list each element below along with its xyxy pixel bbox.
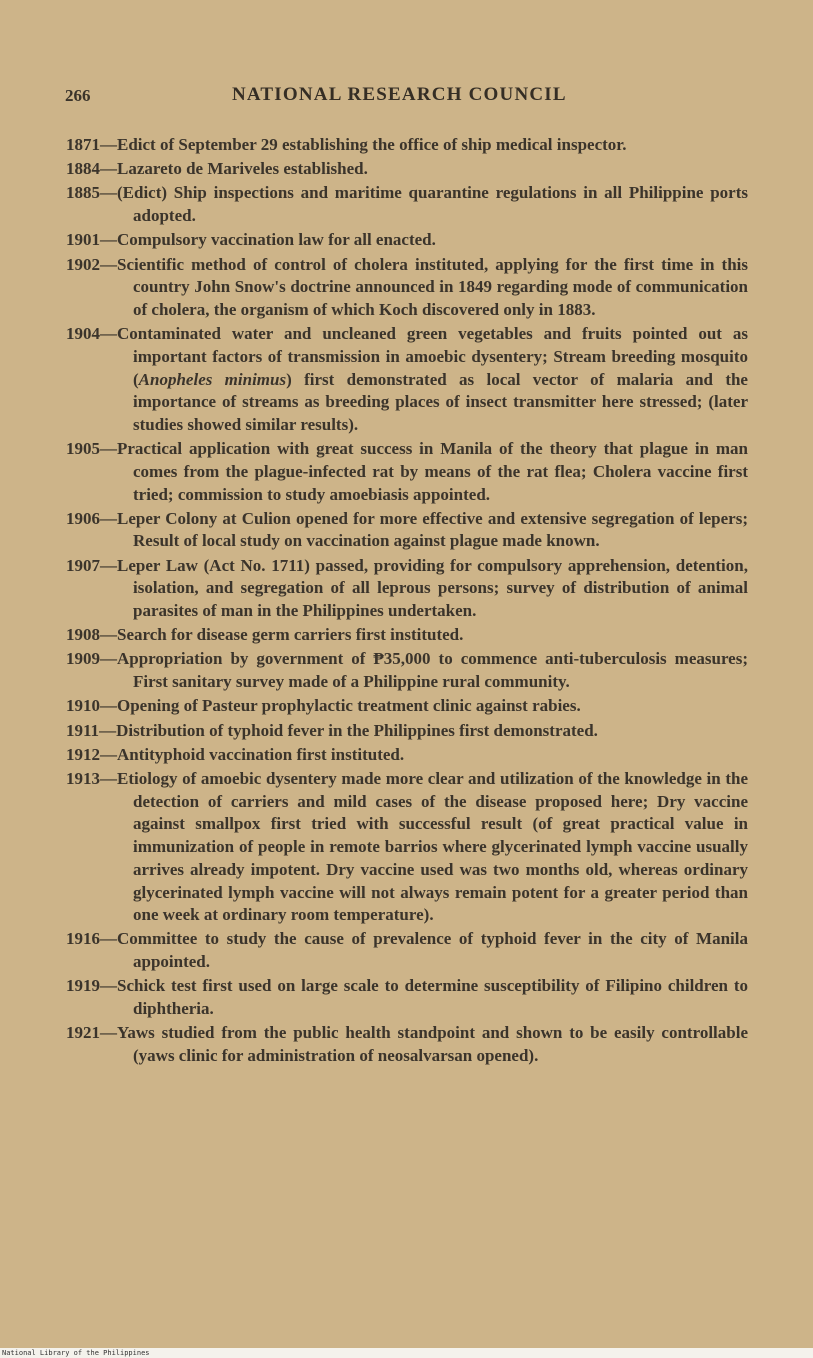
chronology-entry: 1885—(Edict) Ship inspections and maritime quarantine regulations in all Philippine ports adopted.: [66, 183, 748, 226]
entry-text: Etiology of amoebic dysentery made more clear and utilization of the knowledge in the detection of carriers and mild cases of the disease proposed here; Dry vaccine against smallpox first tried with successful result (of great practical value in immunization of people in remote barrios where glycerinated lymph vaccine usually arrives already impotent. Dry vaccine used was two months old, whereas ordinary glycerinated lymph vaccine will not always remain potent for a greater period than one week at ordinary room temperature).: [117, 768, 748, 925]
entry-year: 1907: [66, 555, 100, 575]
entry-text: Appropriation by government of ₱35,000 to commence anti-tuberculosis measures; First sanitary survey made of a Philippine rural community.: [117, 649, 748, 692]
chronology-entry: 1912—Antityphoid vaccination first instituted.: [66, 744, 405, 764]
entry-text: (Edict) Ship inspections and maritime quarantine regulations in all Philippine ports adopted.: [117, 183, 748, 226]
entry-text: Opening of Pasteur prophylactic treatment clinic against rabies.: [117, 696, 581, 716]
entry-text: Distribution of typhoid fever in the Philippines first demonstrated.: [116, 720, 598, 740]
entry-year: 1904: [66, 324, 100, 344]
entry-year: 1901: [66, 230, 100, 250]
entry-year: 1906: [66, 508, 100, 528]
chronology-entry: 1913—Etiology of amoebic dysentery made more clear and utilization of the knowledge in the detection of carriers and mild cases of the disease proposed here; Dry vaccine against smallpox first tried with successful result (of great practical value in immunization of people in remote barrios where glycerinated lymph vaccine usually arrives already impotent. Dry vaccine used was two months old, whereas ordinary glycerinated lymph vaccine will not always remain potent for a greater period than one week at ordinary room temperature).: [66, 768, 748, 925]
library-credit: National Library of the Philippines: [2, 1349, 150, 1357]
entry-text: Lazareto de Mariveles established.: [117, 159, 368, 179]
entry-year: 1908: [66, 625, 100, 645]
species-name: Anopheles minimus: [138, 369, 287, 389]
chronology-entry: 1910—Opening of Pasteur prophylactic treatment clinic against rabies.: [66, 696, 581, 716]
chronology-entry: 1905—Practical application with great success in Manila of the theory that plague in man comes from the plague-infected rat by means of the rat flea; Cholera vaccine first tried; commission to study amoebiasis appointed.: [66, 439, 748, 504]
chronology-entry: 1871—Edict of September 29 establishing the office of ship medical inspector.: [66, 135, 627, 154]
chronology-entry: 1902—Scientific method of control of cholera instituted, applying for the first time in this country John Snow's doctrine announced in 1849 regarding mode of communication of cholera, the organism of which Koch discovered only in 1883.: [66, 254, 748, 319]
page-header: [0, 84, 813, 110]
entry-text: Scientific method of control of cholera instituted, applying for the first time in this country John Snow's doctrine announced in 1849 regarding mode of communication of cholera, the organism of which Koch discovered only in 1883.: [117, 254, 748, 319]
entry-text: Yaws studied from the public health standpoint and shown to be easily controllable (yaws clinic for administration of neosalvarsan opened).: [117, 1023, 748, 1065]
chronology-entry: 1884—Lazareto de Mariveles established.: [66, 159, 368, 179]
chronology-entry: 1907—Leper Law (Act No. 1711) passed, providing for compulsory apprehension, detention, isolation, and segregation of all leprous persons; survey of distribution of animal parasites of man in the Philippines undertaken.: [66, 555, 748, 621]
entry-text: Compulsory vaccination law for all enacted.: [117, 230, 436, 250]
entry-year: 1885: [66, 183, 100, 203]
chronology-entry: 1911—Distribution of typhoid fever in the Philippines first demonstrated.: [66, 720, 598, 740]
entry-text: Practical application with great success in Manila of the theory that plague in man comes from the plague-infected rat by means of the rat flea; Cholera vaccine first tried; commission to study amoebiasis appointed.: [117, 439, 748, 504]
entry-text: Search for disease germ carriers first instituted.: [117, 625, 464, 645]
chronology-entry: 1919—Schick test first used on large scale to determine susceptibility of Filipino children to diphtheria.: [66, 976, 748, 1019]
chronology-entry: 1909—Appropriation by government of ₱35,000 to commence anti-tuberculosis measures; First sanitary survey made of a Philippine rural community.: [66, 649, 748, 692]
entry-year: 1884: [66, 159, 100, 179]
running-title: NATIONAL RESEARCH COUNCIL: [232, 84, 567, 105]
entry-year: 1905: [66, 439, 100, 459]
entry-year: 1910: [66, 696, 100, 716]
chronology-entry: 1908—Search for disease germ carriers first instituted.: [66, 625, 464, 645]
page-number: 266: [65, 86, 91, 105]
entry-year: 1921: [66, 1023, 100, 1043]
entry-year: 1909: [66, 649, 100, 669]
entry-year: 1916: [66, 929, 100, 949]
chronology-entry: 1906—Leper Colony at Culion opened for more effective and extensive segregation of lepers; Result of local study on vaccination against plague made known.: [66, 508, 748, 551]
entry-text: Leper Colony at Culion opened for more effective and extensive segregation of lepers; Result of local study on vaccination against plague made known.: [117, 508, 748, 551]
entry-year: 1871: [66, 135, 100, 154]
entry-year: 1912: [66, 744, 100, 764]
entry-text: Edict of September 29 establishing the office of ship medical inspector.: [117, 135, 627, 154]
entry-year: 1902: [66, 254, 100, 274]
chronology-entry: 1921—Yaws studied from the public health standpoint and shown to be easily controllable (yaws clinic for administration of neosalvarsan opened).: [66, 1023, 748, 1065]
chronology-entry: 1916—Committee to study the cause of prevalence of typhoid fever in the city of Manila appointed.: [66, 929, 748, 972]
entry-text: Schick test first used on large scale to determine susceptibility of Filipino children to diphtheria.: [117, 976, 748, 1019]
chronology-list: [66, 134, 748, 1069]
entry-text: Leper Law (Act No. 1711) passed, providing for compulsory apprehension, detention, isolation, and segregation of all leprous persons; survey of distribution of animal parasites of man in the Philippines undertaken.: [117, 555, 748, 621]
chronology-entry: 1901—Compulsory vaccination law for all enacted.: [66, 230, 436, 250]
entry-text: Contaminated water and uncleaned green vegetables and fruits pointed out as important factors of transmission in amoebic dysentery; Stream breeding mosquito (Anopheles minimus) first demonstrated as local vector of malaria and the importance of streams as breeding places of insect transmitter here stressed; (later studies showed similar results).: [117, 324, 748, 434]
entry-year: 1919: [66, 976, 100, 996]
entry-text: Antityphoid vaccination first instituted.: [117, 744, 405, 764]
chronology-entry: 1904—Contaminated water and uncleaned green vegetables and fruits pointed out as important factors of transmission in amoebic dysentery; Stream breeding mosquito (Anopheles minimus) first demonstrated as local vector of malaria and the importance of streams as breeding places of insect transmitter here stressed; (later studies showed similar results).: [66, 324, 748, 434]
entry-year: 1913: [66, 768, 100, 788]
entry-text: Committee to study the cause of prevalence of typhoid fever in the city of Manila appointed.: [117, 929, 748, 972]
entry-year: 1911: [66, 720, 100, 740]
